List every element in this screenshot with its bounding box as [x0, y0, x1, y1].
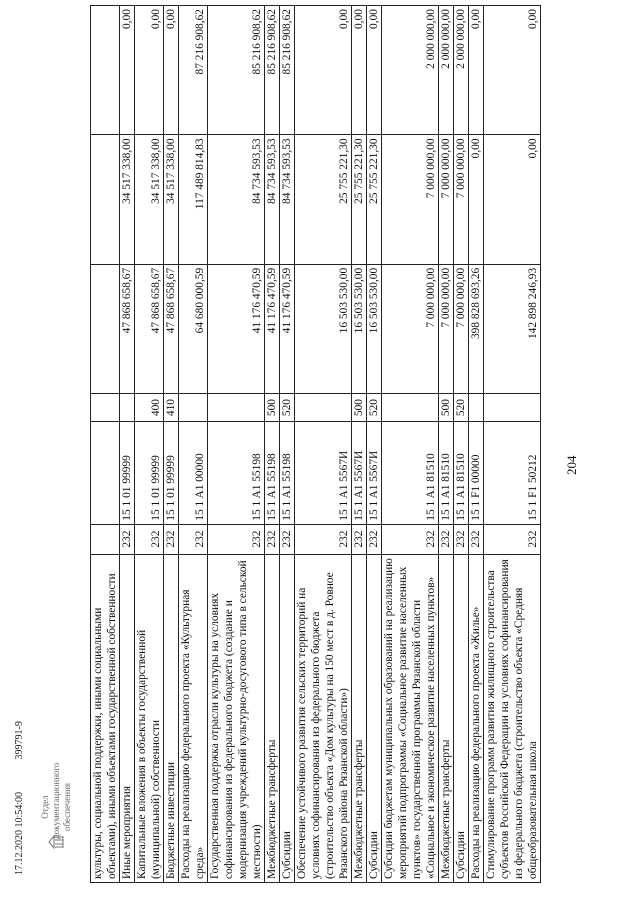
cell-name: Межбюджетные трансферты: [352, 554, 367, 882]
cell-a1: [91, 264, 120, 393]
cell-code: 232: [367, 524, 382, 554]
cell-a2: 25 755 221,30: [295, 135, 352, 264]
cell-vr: [208, 394, 265, 422]
cell-a2: 84 734 593,53: [280, 135, 295, 264]
cell-csr: 15 1 01 99999: [135, 421, 164, 524]
cell-code: 232: [439, 524, 454, 554]
cell-a3: 2 000 000,00: [454, 6, 469, 135]
cell-a1: 16 503 530,00: [352, 264, 367, 393]
footer-timestamp: 17.12.2020 10:54:00: [14, 791, 25, 875]
cell-vr: 520: [367, 394, 382, 422]
cell-a3: 2 000 000,00: [439, 6, 454, 135]
cell-csr: [91, 421, 120, 524]
cell-a1: 41 176 470,59: [280, 264, 295, 393]
cell-a1: 7 000 000,00: [382, 264, 439, 393]
cell-a2: 84 734 593,53: [208, 135, 265, 264]
cell-code: 232: [352, 524, 367, 554]
cell-a3: 0,00: [352, 6, 367, 135]
cell-csr: 15 1 A1 5567И: [295, 421, 352, 524]
cell-a3: [91, 6, 120, 135]
cell-a2: 7 000 000,00: [382, 135, 439, 264]
cell-name: Обеспечение устойчивого развития сельских территорий на условиях софинансирования из федерального бюджета (строительство объекта «Дом культуры на 150 мест в д. Ровное Рязанского района Рязанской области»): [295, 554, 352, 882]
cell-a3: 0,00: [295, 6, 352, 135]
cell-code: 232: [484, 524, 541, 554]
cell-a2: 34 517 338,00: [135, 135, 164, 264]
cell-vr: [120, 394, 135, 422]
cell-a2: 7 000 000,00: [439, 135, 454, 264]
cell-a2: 0,00: [469, 135, 484, 264]
table-row: [280, 6, 295, 883]
cell-a2: 34 517 338,00: [120, 135, 135, 264]
cell-csr: 15 1 A1 55198: [208, 421, 265, 524]
cell-code: 232: [120, 524, 135, 554]
cell-name: культуры, социальной поддержки, иными социальными объектами), иными объектами государственной собственности: [91, 554, 120, 882]
cell-a3: 87 216 908,62: [179, 6, 208, 135]
table-row: [367, 6, 382, 883]
cell-a2: 84 734 593,53: [265, 135, 280, 264]
cell-csr: 15 1 F1 00000: [469, 421, 484, 524]
cell-name: Капитальные вложения в объекты государственной (муниципальной) собственности: [135, 554, 164, 882]
cell-a1: 64 680 000,59: [179, 264, 208, 393]
cell-a2: 117 489 814,83: [179, 135, 208, 264]
cell-code: [91, 524, 120, 554]
table-row: [484, 6, 541, 883]
cell-a3: 85 216 908,62: [265, 6, 280, 135]
cell-csr: 15 1 A1 81510: [382, 421, 439, 524]
cell-vr: [484, 394, 541, 422]
cell-a3: 2 000 000,00: [382, 6, 439, 135]
cell-a1: 47 868 658,67: [135, 264, 164, 393]
footer-doc-code: 399791-9: [14, 721, 25, 760]
table-row: [135, 6, 164, 883]
cell-vr: 400: [135, 394, 164, 422]
cell-a2: 25 755 221,30: [352, 135, 367, 264]
cell-a1: 398 828 693,26: [469, 264, 484, 393]
cell-vr: 410: [164, 394, 179, 422]
table-row: [454, 6, 469, 883]
cell-name: Расходы на реализацию федерального проекта «Культурная среда»: [179, 554, 208, 882]
cell-vr: [91, 394, 120, 422]
cell-name: Стимулирование программ развития жилищного строительства субъектов Российской Федерации на условиях софинансирования из федерального бюджета (строительство объекта «Средняя общеобразовательная школа: [484, 554, 541, 882]
cell-vr: 500: [352, 394, 367, 422]
cell-a3: 0,00: [484, 6, 541, 135]
cell-vr: 500: [265, 394, 280, 422]
cell-vr: 500: [439, 394, 454, 422]
cell-vr: [382, 394, 439, 422]
cell-a2: 0,00: [484, 135, 541, 264]
department-stamp: [40, 762, 76, 865]
cell-a2: 25 755 221,30: [367, 135, 382, 264]
cell-csr: 15 1 A1 81510: [439, 421, 454, 524]
cell-a2: [91, 135, 120, 264]
cell-csr: 15 1 A1 5567И: [367, 421, 382, 524]
cell-vr: [179, 394, 208, 422]
page-number: 204: [564, 455, 579, 475]
cell-vr: 520: [280, 394, 295, 422]
table-row: [208, 6, 265, 883]
cell-a1: 142 898 246,93: [484, 264, 541, 393]
table-row: [265, 6, 280, 883]
footer: [14, 691, 25, 875]
cell-name: Иные мероприятия: [120, 554, 135, 882]
cell-vr: [469, 394, 484, 422]
cell-name: Межбюджетные трансферты: [439, 554, 454, 882]
cell-name: Субсидии бюджетам муниципальных образований на реализацию мероприятий подпрограммы «Социальное развитие населенных пунктов» государственной программы Рязанской области «Социальное и экономическое развитие населенных пунктов»: [382, 554, 439, 882]
table-row: [295, 6, 352, 883]
cell-code: 232: [265, 524, 280, 554]
cell-a1: 47 868 658,67: [164, 264, 179, 393]
table-row: [382, 6, 439, 883]
cell-code: 232: [382, 524, 439, 554]
cell-csr: 15 1 01 99999: [164, 421, 179, 524]
cell-vr: [295, 394, 352, 422]
table-row: [179, 6, 208, 883]
cell-a1: 41 176 470,59: [208, 264, 265, 393]
cell-a3: 0,00: [120, 6, 135, 135]
table-row: [120, 6, 135, 883]
cell-code: 232: [164, 524, 179, 554]
cell-a3: 85 216 908,62: [280, 6, 295, 135]
cell-a3: 0,00: [469, 6, 484, 135]
cell-vr: 520: [454, 394, 469, 422]
cell-a1: 7 000 000,00: [439, 264, 454, 393]
cell-a3: 0,00: [135, 6, 164, 135]
cell-name: Расходы на реализацию федерального проекта «Жилье»: [469, 554, 484, 882]
stamp-text: Отдел документационного обеспечения: [40, 762, 72, 839]
cell-a2: 34 517 338,00: [164, 135, 179, 264]
table-row: [164, 6, 179, 883]
cell-a1: 7 000 000,00: [454, 264, 469, 393]
cell-code: 232: [135, 524, 164, 554]
cell-code: 232: [454, 524, 469, 554]
cell-csr: 15 1 A1 55198: [280, 421, 295, 524]
cell-a1: 16 503 530,00: [367, 264, 382, 393]
cell-csr: 15 1 A1 00000: [179, 421, 208, 524]
cell-name: Субсидии: [367, 554, 382, 882]
cell-a1: 47 868 658,67: [120, 264, 135, 393]
cell-code: 232: [295, 524, 352, 554]
table-row: [352, 6, 367, 883]
cell-code: 232: [469, 524, 484, 554]
cell-a1: 41 176 470,59: [265, 264, 280, 393]
cell-code: 232: [208, 524, 265, 554]
cell-csr: 15 1 A1 55198: [265, 421, 280, 524]
cell-name: Субсидии: [280, 554, 295, 882]
cell-csr: 15 1 01 99999: [120, 421, 135, 524]
cell-a3: 0,00: [164, 6, 179, 135]
table-row: [439, 6, 454, 883]
cell-a3: 0,00: [367, 6, 382, 135]
table-row: [469, 6, 484, 883]
cell-code: 232: [280, 524, 295, 554]
cell-a2: 7 000 000,00: [454, 135, 469, 264]
table-row: [91, 6, 120, 883]
cell-name: Бюджетные инвестиции: [164, 554, 179, 882]
cell-name: Государственная поддержка отрасли культуры на условиях софинансирования из федерального бюджета (создание и модернизация учреждений культурно-досугового типа в сельской местности): [208, 554, 265, 882]
cell-csr: 15 1 F1 50212: [484, 421, 541, 524]
cell-a1: 16 503 530,00: [295, 264, 352, 393]
cell-name: Субсидии: [454, 554, 469, 882]
budget-table: [90, 5, 541, 883]
cell-csr: 15 1 A1 81510: [454, 421, 469, 524]
building-icon: [48, 835, 64, 849]
cell-a3: 85 216 908,62: [208, 6, 265, 135]
cell-name: Межбюджетные трансферты: [265, 554, 280, 882]
cell-code: 232: [179, 524, 208, 554]
cell-csr: 15 1 A1 5567И: [352, 421, 367, 524]
